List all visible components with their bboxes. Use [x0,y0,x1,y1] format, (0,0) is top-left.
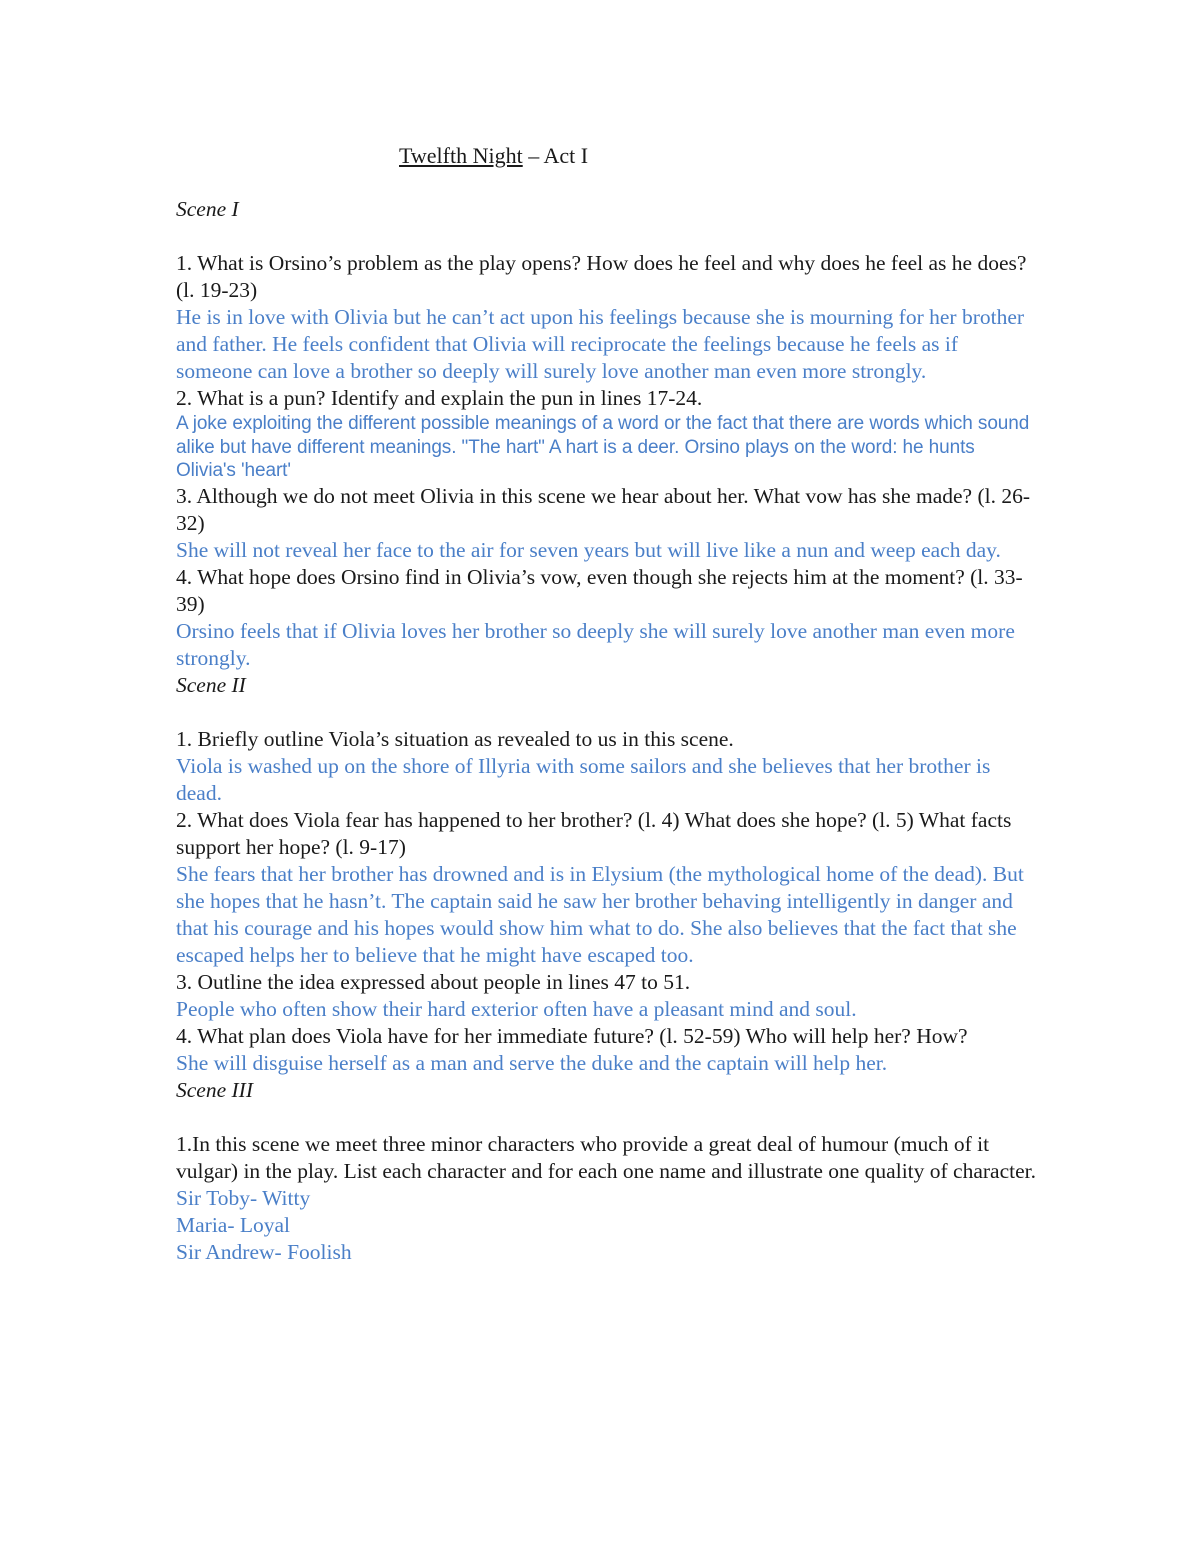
scene-2-answer-3: People who often show their hard exterior often have a pleasant mind and soul. [176,996,857,1021]
spacer [176,699,1036,726]
scene-1-answer-1: He is in love with Olivia but he can’t act upon his feelings because she is mourning for her brother and father. He feels confident that Olivia will reciprocate the feelings because he feels as if someone can love a brother so deeply will surely love another man even more strongly. [176,305,1025,383]
act-title: – Act I [522,143,589,168]
document-body [176,196,1036,1266]
scene-2-answer-1: Viola is washed up on the shore of Illyria with some sailors and she believes that her brother is dead. [176,753,991,805]
scene-1-question-2: 2. What is a pun? Identify and explain the pun in lines 17-24. [176,386,703,410]
scene-2-answer-4: She will disguise herself as a man and serve the duke and the captain will help her. [176,1050,888,1075]
scene-2-heading: Scene II [176,672,246,697]
scene-3-answer-1-item-3: Sir Andrew- Foolish [176,1239,352,1264]
scene-3-answer-1-item-1: Sir Toby- Witty [176,1185,311,1210]
scene-2-question-3: 3. Outline the idea expressed about people in lines 47 to 51. [176,969,691,994]
play-title: Twelfth Night [399,143,523,168]
scene-2-question-4: 4. What plan does Viola have for her immediate future? (l. 52-59) Who will help her? How? [176,1023,968,1048]
scene-2-question-2: 2. What does Viola fear has happened to her brother? (l. 4) What does she hope? (l. 5) What facts support her hope? (l. 9-17) [176,807,1012,859]
scene-1-question-4: 4. What hope does Orsino find in Olivia’s vow, even though she rejects him at the moment? (l. 33-39) [176,564,1023,616]
document-title [399,142,588,169]
scene-1-answer-2: A joke exploiting the different possible meanings of a word or the fact that there are words which sound alike but have different meanings. "The hart" A hart is a deer. Orsino plays on the word: he hunts Olivia's 'heart' [176,413,1030,481]
scene-3-heading: Scene III [176,1077,253,1102]
scene-1-question-3: 3. Although we do not meet Olivia in this scene we hear about her. What vow has she made? (l. 26-32) [176,483,1031,535]
scene-1-question-1: 1. What is Orsino’s problem as the play opens? How does he feel and why does he feel as he does? (l. 19-23) [176,251,1027,302]
scene-2-answer-2: She fears that her brother has drowned and is in Elysium (the mythological home of the dead). But she hopes that he hasn’t. The captain said he saw her brother behaving intelligently in danger and that his courage and his hopes would show him what to do. She also believes that the fact that she escaped helps her to believe that he might have escaped too. [176,861,1024,967]
scene-1-answer-3: She will not reveal her face to the air for seven years but will live like a nun and weep each day. [176,537,1001,562]
spacer [176,1104,1036,1131]
scene-1-heading: Scene I [176,197,239,221]
scene-2-question-1: 1. Briefly outline Viola’s situation as revealed to us in this scene. [176,726,734,751]
scene-3-answer-1-item-2: Maria- Loyal [176,1212,291,1237]
scene-3-question-1: 1.In this scene we meet three minor characters who provide a great deal of humour (much of it vulgar) in the play. List each character and for each one name and illustrate one quality of character. [176,1131,1036,1183]
spacer [176,223,1036,250]
scene-1-answer-4: Orsino feels that if Olivia loves her brother so deeply she will surely love another man even more strongly. [176,618,1015,670]
